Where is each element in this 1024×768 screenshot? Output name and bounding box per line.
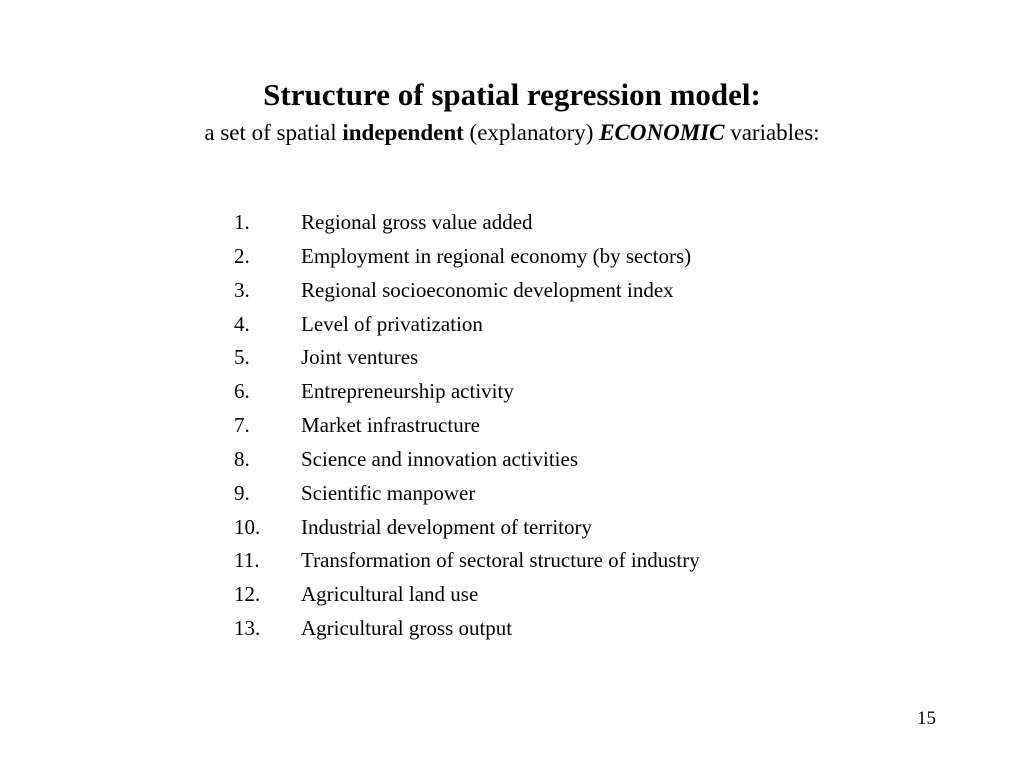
list-item [234,308,700,342]
subtitle-text-lead: a set of spatial [204,120,343,145]
subtitle-text-middle: (explanatory) [463,120,600,145]
list-item [234,240,700,274]
page-number: 15 [917,708,936,729]
item-text: Industrial development of territory [301,514,592,539]
item-number: 8. [234,446,250,471]
subtitle-emphasis-independent: independent [342,120,464,145]
slide-subtitle [0,116,1024,150]
item-text: Regional socioeconomic development index [301,277,674,302]
item-number: 13. [234,616,261,641]
item-number: 11. [234,548,260,573]
list-item [234,477,700,511]
variables-list [234,206,700,646]
list-item [234,578,700,612]
item-text: Transformation of sectoral structure of industry [301,548,700,573]
subtitle-emphasis-economic: ECONOMIC [599,120,725,145]
item-number: 12. [234,582,261,607]
item-number: 4. [234,311,250,336]
item-number: 2. [234,243,250,268]
slide-title: Structure of spatial regression model: [263,77,761,112]
list-item [234,511,700,545]
item-text: Regional gross value added [301,210,533,234]
item-number: 1. [234,210,250,234]
list-item [234,274,700,308]
list-item [234,544,700,578]
item-text: Agricultural gross output [301,616,513,641]
item-text: Entrepreneurship activity [301,379,514,404]
item-number: 9. [234,480,250,505]
list-item [234,443,700,477]
item-number: 5. [234,345,250,370]
list-item [234,341,700,375]
item-text: Joint ventures [301,345,419,370]
item-text: Level of privatization [301,311,483,336]
item-text: Science and innovation activities [301,446,578,471]
subtitle-text-end: variables: [724,120,820,145]
list-item [234,375,700,409]
list-item [234,206,700,240]
item-text: Market infrastructure [301,413,481,438]
item-number: 7. [234,413,250,438]
item-text: Employment in regional economy (by sectors) [301,243,692,268]
list-item [234,612,700,646]
item-number: 3. [234,277,250,302]
list-item [234,409,700,443]
item-number: 10. [234,514,261,539]
item-text: Scientific manpower [301,480,476,505]
item-text: Agricultural land use [301,582,479,607]
item-number: 6. [234,379,250,404]
